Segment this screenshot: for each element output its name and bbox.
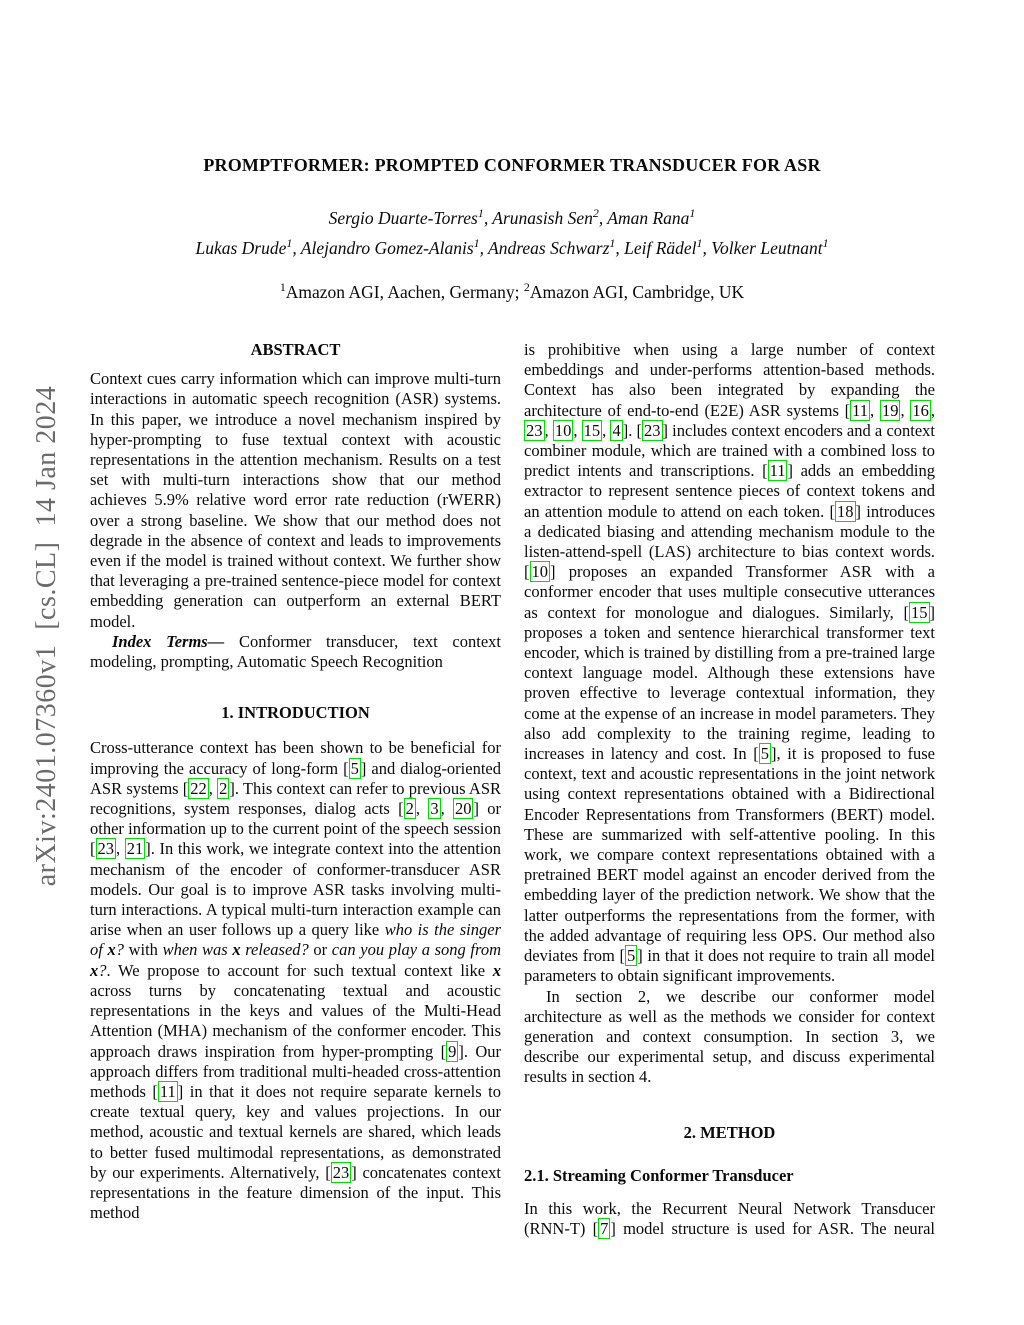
subsection-heading: 2.1. Streaming Conformer Transducer: [524, 1165, 794, 1185]
introduction-paragraph: Cross-utterance context has been shown to be beneficial for improving the accuracy of long-form [ 5 ] and dialog-oriented ASR systems [ 22 , 2 ]. This context can refer to previous ASR recognitions, system responses, dialog acts [ 2 , 3 , 20 ] or other information up to the current point of the speech session [ 23 , 21 ]. In this work, we integrate context into the attention mechanism of the encoder of conformer-transducer ASR models. Our goal is to improve ASR tasks involving multi-turn interactions. A typical multi-turn interaction example can arise when an user follows up a query like who is the singer of x? with when was x released? or can you play a song from x?. We propose to account for such textual context like x across turns by concatenating textual and acoustic representations in the keys and values of the Multi-Head Attention (MHA) mechanism of the conformer encoder. This approach draws inspiration from hyper-prompting [ 9 ]. Our approach differs from traditional multi-headed cross-attention methods [ 11 ] in that it does not require separate kernels to create textual query, key and values projections. In our method, acoustic and textual kernels are shared, which leads to better fused multimodal representations, as demonstrated by our experiments. Alternatively, [ 23 ] concatenates context representations in the feature dimension of the input. This method: [90, 738, 502, 1223]
related-work-paragraph: is prohibitive when using a large number of context embeddings and under-performs attention-based methods. Context has also been integrated by expanding the architecture of end-to-end (E2E) ASR systems [ 11 , 19 , 16 , 23 , 10 , 15 , 4 ]. [ 23 ] includes context encoders and a context combiner module, which are trained with a combined loss to predict intents and transcriptions. [ 11 ] adds an embedding extractor to represent sentence pieces of context tokens and an attention module to attend on each token. [ 18 ] introduces a dedicated biasing and attending mechanism module to the listen-attend-spell (LAS) architecture to bias context words. [ 10 ] proposes an expanded Transformer ASR with a conformer encoder that uses multiple consecutive utterances as context for monologue and dialogues. Similarly, [ 15 ] proposes a token and sentence hierarchical transformer text encoder, which is trained by distilling from a pre-trained large context language model. Although these extensions have proven effective to leverage contextual information, they come at the expense of an increase in model parameters. They also add complexity to the training regime, leading to increases in latency and cost. In [ 5 ], it is proposed to fuse context, text and acoustic representations in the joint network using context representations obtained with a Bidirectional Encoder Representations from Transformers (BERT) model. These are summarized with self-attentive pooling. In this work, we compare context representations obtained with a pretrained BERT model against an encoder derived from the embedding layer of the prediction network. We show that the latter outperforms the representations from the former, with the added advantage of requiring less OPS. Our method also deviates from [ 5 ] in that it does not require to train all model parameters to obtain significant improvements.: [524, 340, 936, 986]
bold-italic-text: x: [232, 940, 241, 960]
citation-link[interactable]: 21: [126, 839, 144, 859]
citation-link[interactable]: 15: [911, 602, 928, 622]
paper-title: PROMPTFORMER: PROMPTED CONFORMER TRANSDUCER FOR ASR: [203, 155, 821, 175]
method-heading: 2. METHOD: [683, 1122, 776, 1142]
citation-link[interactable]: 4: [612, 420, 621, 440]
citation-link[interactable]: 22: [190, 778, 207, 798]
superscript-marker: 1: [279, 280, 286, 295]
citation-link[interactable]: 15: [583, 420, 601, 440]
citation-link[interactable]: 23: [97, 839, 114, 859]
superscript-marker: 2: [592, 206, 599, 221]
superscript-marker: 1: [609, 236, 616, 251]
author-line-1: Sergio Duarte-Torres$^1$, Arunasish Sen$^2$, Aman Rana$^1$: [328, 206, 696, 228]
italic-text: who is the singer of: [90, 920, 501, 960]
italic-text: when was: [162, 940, 233, 960]
citation-link[interactable]: 10: [531, 562, 548, 582]
citation-link[interactable]: 7: [600, 1219, 609, 1239]
superscript-marker: 1: [689, 206, 696, 221]
italic-text: ?: [115, 940, 124, 960]
paper-header: [0, 0, 1024, 303]
affiliation-line: $^1$Amazon AGI, Aachen, Germany; $^2$Amazon AGI, Cambridge, UK: [279, 280, 745, 302]
abstract-paragraph: Context cues carry information which can improve multi-turn interactions in automatic speech recognition (ASR) systems. In this paper, we introduce a novel mechanism inspired by hyper-prompting to fuse textual context with acoustic representations in the attention mechanism. Results on a test set with multi-turn interactions show that our method achieves 5.9% relative word error rate reduction (rWERR) over a strong baseline. We show that our method does not degrade in the absence of context and leads to improvements even if the model is trained without context. We further show that leveraging a pre-trained sentence-piece model for context embedding generation can outperform an external BERT model.: [90, 369, 501, 631]
superscript-marker: 1: [477, 206, 484, 221]
introduction-heading: 1. INTRODUCTION: [221, 703, 370, 723]
citation-link[interactable]: 20: [454, 799, 472, 819]
author-line-2: Lukas Drude$^1$, Alejandro Gomez-Alanis$^1$, Andreas Schwarz$^1$, Leif Rädel$^1$, Volker Leutnant$^1$: [195, 236, 829, 258]
citation-link[interactable]: 19: [881, 400, 899, 420]
superscript-marker: 1: [473, 236, 480, 251]
citation-link[interactable]: 5: [350, 758, 359, 778]
superscript-marker: 1: [696, 236, 703, 251]
citation-link[interactable]: 5: [760, 744, 769, 764]
bold-italic-text: x: [90, 960, 99, 980]
citation-link[interactable]: 23: [332, 1162, 350, 1182]
abstract-heading: ABSTRACT: [250, 340, 341, 359]
bold-italic-text: x: [492, 960, 501, 980]
authors-block: [0, 203, 1024, 263]
citation-link[interactable]: 10: [554, 420, 572, 440]
citation-link[interactable]: 2: [219, 778, 228, 798]
citation-link[interactable]: 3: [430, 799, 439, 819]
left-column: [90, 340, 501, 1239]
citation-link[interactable]: 2: [405, 799, 414, 819]
citation-link[interactable]: 11: [159, 1081, 176, 1101]
bold-italic-text: x: [107, 940, 116, 960]
italic-text: ?: [98, 960, 107, 980]
superscript-marker: 2: [523, 280, 530, 295]
bold-italic-text: Index Terms—: [112, 631, 225, 651]
arxiv-watermark: arXiv:2401.07360v1 [cs.CL] 14 Jan 2024: [31, 385, 62, 887]
citation-link[interactable]: 9: [448, 1041, 457, 1061]
citation-link[interactable]: 23: [644, 420, 661, 440]
citation-link[interactable]: 11: [769, 461, 786, 481]
two-column-body: [90, 340, 935, 1239]
citation-link[interactable]: 11: [852, 400, 869, 420]
superscript-marker: 1: [286, 236, 293, 251]
outline-paragraph: In section 2, we describe our conformer model architecture as well as the methods we consider for context generation and context consumption. In section 3, we describe our experimental setup, and discuss experimental results in section 4.: [524, 986, 935, 1087]
citation-link[interactable]: 23: [526, 420, 543, 440]
italic-text: released?: [240, 940, 309, 960]
citation-link[interactable]: 5: [626, 946, 636, 966]
italic-text: can you play a song from: [331, 940, 501, 960]
right-column: [524, 340, 935, 1239]
index-terms-paragraph: Index Terms— Conformer transducer, text context modeling, prompting, Automatic Speech Recognition: [90, 631, 501, 672]
citation-link[interactable]: 18: [837, 501, 854, 521]
superscript-marker: 1: [822, 236, 829, 251]
method-paragraph: In this work, the Recurrent Neural Network Transducer (RNN-T) [ 7 ] model structure is used for ASR. The neural: [524, 1198, 935, 1239]
citation-link[interactable]: 16: [912, 400, 929, 420]
